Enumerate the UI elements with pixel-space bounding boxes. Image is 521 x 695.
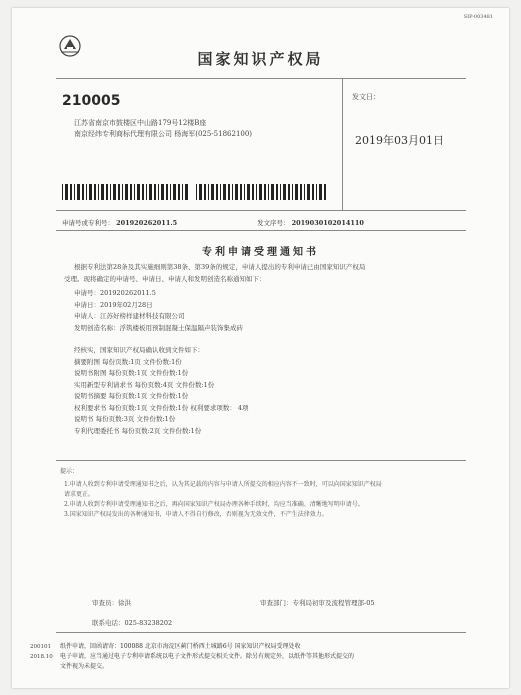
footer-rule	[56, 632, 466, 633]
barcode-bar	[288, 184, 290, 200]
intro-line-2: 受理。现将确定的申请号、申请日、申请人和发明创造名称通知如下：	[64, 274, 266, 283]
postcode: 210005	[62, 93, 121, 109]
footer-instructions	[60, 642, 480, 672]
barcode-bar	[304, 184, 305, 200]
recipient-agency: 南京经纬专利商标代理有限公司 杨海军(025-51862100)	[74, 130, 253, 138]
barcode-bar	[307, 184, 310, 200]
barcode-bar	[74, 184, 75, 200]
barcode-bar	[110, 184, 111, 200]
header-bottom-rule	[56, 210, 466, 211]
barcode-bar	[319, 184, 322, 200]
note-item: 3.国家知识产权局发出的各种通知书，申请人不得自行修改，否则视为无效文件，不产生法律效力。	[64, 511, 328, 518]
document-item: 说明书 每份页数:3页 文件份数:1份	[74, 415, 176, 423]
footer-line: 电子申请，应当通过电子专利申请系统以电子文件形式提交相关文件。除另有规定外，以纸件等其他形式提交的	[60, 653, 355, 660]
barcode-bar	[252, 184, 254, 200]
barcode-bar	[235, 184, 238, 200]
barcode-bar	[161, 184, 164, 200]
serial-number-row	[257, 218, 364, 227]
note-item: 请求更正。	[64, 491, 95, 498]
barcode-bar	[154, 184, 156, 200]
barcode-bar	[196, 184, 197, 200]
note-item: 2.申请人收到专利申请受理通知书之后，再向国家知识产权局办理各种手续时，均应当准确、清晰地写明申请号。	[64, 501, 364, 508]
documents-received	[64, 345, 464, 437]
barcode-bar	[65, 184, 68, 200]
notes-top-rule	[56, 460, 466, 461]
barcode-bar	[77, 184, 80, 200]
barcode-bar	[86, 184, 87, 200]
barcode-bar	[158, 184, 159, 200]
barcode-bar	[204, 184, 206, 200]
barcode-bar	[173, 184, 176, 200]
examiner-name: 审查员：徐洪	[92, 599, 131, 607]
barcode-bar	[118, 184, 120, 200]
barcode-bar	[220, 184, 221, 200]
barcode-bar	[259, 184, 262, 200]
barcode-bar	[300, 184, 302, 200]
barcode-bar	[178, 184, 180, 200]
barcode-bar	[106, 184, 108, 200]
barcode-bar	[312, 184, 314, 200]
barcode-bar	[134, 184, 135, 200]
barcode-bar	[268, 184, 269, 200]
detail-line: 申请日：2019年02月28日	[74, 300, 153, 309]
notice-title: 专利申请受理通知书	[202, 247, 319, 258]
serial-number-label: 发文序号：	[257, 219, 290, 227]
barcode-bar	[256, 184, 257, 200]
serial-number: 2019030102014110	[291, 219, 364, 227]
meta-rule	[56, 230, 466, 231]
barcode-bar	[276, 184, 278, 200]
barcode-bar	[113, 184, 116, 200]
recipient-block	[74, 118, 252, 140]
application-number-row	[62, 218, 177, 227]
barcode-bar	[94, 184, 96, 200]
barcode-bar	[166, 184, 168, 200]
barcode-bar	[170, 184, 171, 200]
barcode-bar	[232, 184, 233, 200]
barcode-bar	[216, 184, 218, 200]
barcode-bar	[283, 184, 286, 200]
note-item: 1.申请人收到专利申请受理通知书之后，认为其记载的内容与申请人所提交的相应内容不一致时，可以向国家知识产权局	[64, 481, 382, 488]
barcode-bar	[247, 184, 250, 200]
header-divider	[342, 78, 343, 210]
barcode-bar	[89, 184, 92, 200]
barcode-bar	[295, 184, 298, 200]
detail-line: 发明创造名称：浮筑楼板用预制混凝土保温隔声装饰集成砖	[74, 323, 243, 332]
document-page	[12, 8, 509, 688]
notes-list	[64, 480, 454, 520]
detail-line: 申请人：江苏好榜样建材科技有限公司	[74, 312, 185, 320]
application-number: 201920262011.5	[116, 219, 178, 227]
issue-date: 2019年03月01日	[355, 134, 444, 147]
barcode-bar	[240, 184, 242, 200]
barcode-right	[196, 184, 328, 200]
barcode-bar	[137, 184, 140, 200]
barcode-bar	[82, 184, 84, 200]
examining-department: 审查部门：专利局初审及流程管理部-05	[260, 599, 375, 607]
notes-label: 提示：	[60, 468, 79, 475]
form-code-line: 2018.10	[30, 654, 53, 660]
document-item: 摘要附图 每份页数:1页 文件份数:1份	[74, 357, 182, 366]
form-code	[30, 642, 53, 662]
barcode-bar	[228, 184, 230, 200]
detail-line: 申请号：201920262011.5	[74, 289, 156, 297]
intro-line-1: 根据专利法第28条及其实施细则第38条、第39条的规定，申请人提出的专利申请已由国家知识产权局	[74, 263, 366, 271]
barcode-bar	[211, 184, 214, 200]
document-item: 权利要求书 每份页数:1页 文件份数:1份 权利要求项数： 4项	[74, 403, 249, 412]
notice-intro	[64, 262, 464, 285]
footer-line: 文件视为未提交。	[60, 663, 109, 670]
barcode-bar	[62, 184, 63, 200]
footer-line: 纸件申请，回函请寄：100088 北京市海淀区蓟门桥西土城路6号 国家知识产权局受理处收	[60, 643, 301, 650]
barcode-bar	[182, 184, 183, 200]
barcode-bar	[280, 184, 281, 200]
barcode-bar	[208, 184, 209, 200]
recipient-address: 江苏省南京市鼓楼区中山路179号12楼B座	[74, 119, 207, 127]
contact-phone: 联系电话：025-83238202	[92, 619, 173, 627]
barcode-bar	[316, 184, 317, 200]
barcode-bar	[223, 184, 226, 200]
document-item: 说明书摘要 每份页数:1页 文件份数:1份	[74, 392, 189, 400]
document-item: 实用新型专利请求书 每份页数:4页 文件份数:1份	[74, 380, 215, 389]
barcode-bar	[199, 184, 202, 200]
form-code-line: 200101	[30, 644, 51, 650]
barcode-bar	[101, 184, 104, 200]
barcode-bar	[125, 184, 128, 200]
barcode-bar	[264, 184, 266, 200]
barcode-left	[62, 184, 190, 200]
header-top-rule	[56, 78, 466, 79]
office-name: 国家知识产权局	[197, 50, 324, 68]
barcode-bar	[244, 184, 245, 200]
barcode-bar	[185, 184, 188, 200]
document-item: 说明书附图 每份页数:1页 文件份数:1份	[74, 369, 189, 377]
barcode-bar	[98, 184, 99, 200]
documents-intro: 经核实，国家知识产权局确认收到文件如下：	[74, 346, 204, 354]
barcode-bar	[70, 184, 72, 200]
barcode-bar	[146, 184, 147, 200]
barcode-bar	[292, 184, 293, 200]
barcode-bar	[142, 184, 144, 200]
issue-date-label: 发文日：	[352, 93, 380, 101]
document-code: SIP-003481	[463, 14, 493, 20]
barcode-bar	[324, 184, 326, 200]
barcode-bar	[271, 184, 274, 200]
barcode-bar	[130, 184, 132, 200]
document-item: 专利代理委托书 每份页数:2页 文件份数:1份	[74, 426, 202, 435]
application-number-label: 申请号或专利号：	[62, 219, 114, 227]
application-details	[64, 288, 464, 334]
barcode-bar	[149, 184, 152, 200]
barcode-bar	[122, 184, 123, 200]
